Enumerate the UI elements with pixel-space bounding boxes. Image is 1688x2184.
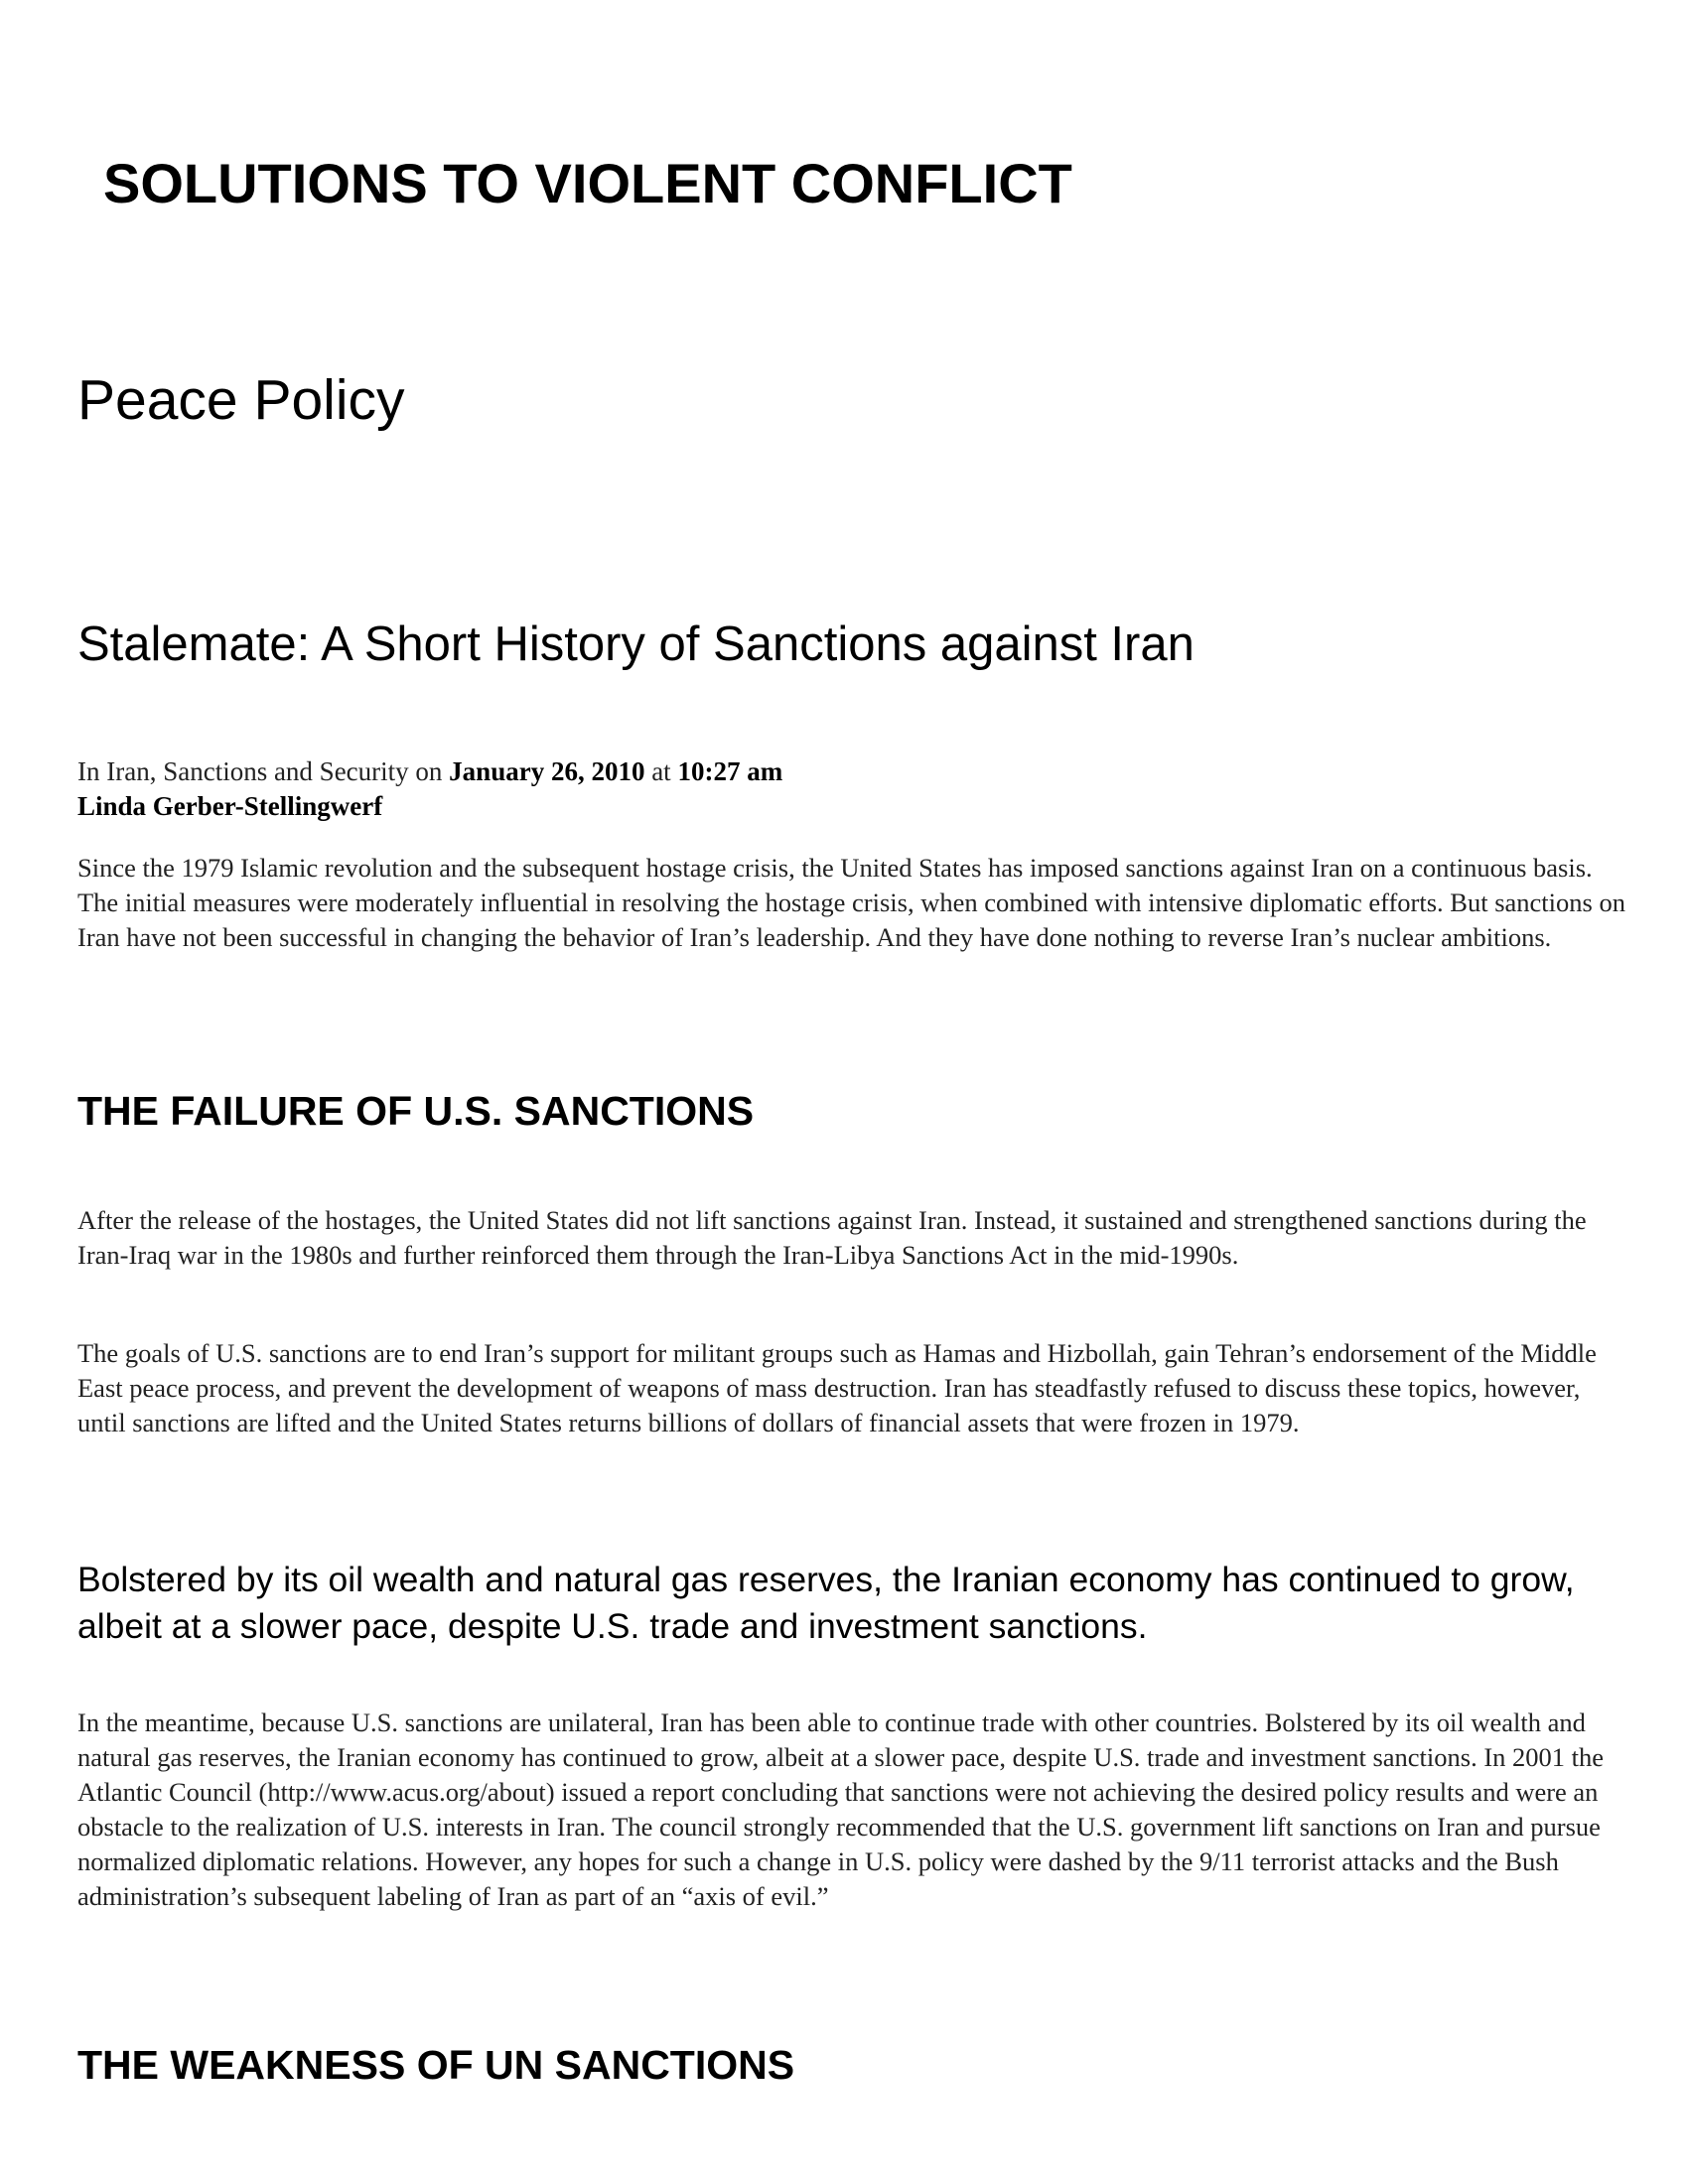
section-heading-us-sanctions: THE FAILURE OF U.S. SANCTIONS [77, 1088, 755, 1134]
paragraph-meantime: In the meantime, because U.S. sanctions are unilateral, Iran has been able to continue trade with other countries. Bolstered by its oil wealth and natural gas reserves, the Iranian economy has continued to grow, albeit at a slower pace, despite U.S. trade and investment sanctions. In 2001 the Atlantic Council (http://www.acus.org/about) issued a report concluding that sanctions were not achieving the desired policy results and were an obstacle to the realization of U.S. interests in Iran. The council strongly recommended that the U.S. government lift sanctions on Iran and pursue normalized diplomatic relations. However, any hopes for such a change in U.S. policy were dashed by the 9/11 terrorist attacks and the Bush administration’s subsequent labeling of Iran as part of an “axis of evil.” [77, 1707, 1605, 1911]
paragraph-after-hostages: After the release of the hostages, the United States did not lift sanctions against Iran. Instead, it sustained and strengthened sanctions during the Iran-Iraq war in the 1980s and further reinforced them through the Iran-Libya Sanctions Act in the mid-1990s. [77, 1205, 1587, 1270]
author-name: Linda Gerber-Stellingwerf [77, 791, 383, 821]
meta-prefix: In Iran, Sanctions and Security on [77, 756, 450, 786]
paragraph-goals: The goals of U.S. sanctions are to end Iran’s support for militant groups such as Hamas and Hizbollah, gain Tehran’s endorsement of the Middle East peace process, and prevent the development of weapons of mass destruction. Iran has steadfastly refused to discuss these topics, however, until sanctions are lifted and the United States returns billions of dollars of financial assets that were frozen in 1979. [77, 1338, 1597, 1437]
meta-at: at [644, 756, 678, 786]
pull-quote: Bolstered by its oil wealth and natural gas reserves, the Iranian economy has continued to grow, albeit at a slower pace, despite U.S. trade and investment sanctions. [77, 1560, 1575, 1646]
publish-time: 10:27 am [677, 756, 783, 786]
section-heading-un-sanctions: THE WEAKNESS OF UN SANCTIONS [77, 2042, 795, 2088]
publish-date: January 26, 2010 [449, 756, 645, 786]
intro-paragraph: Since the 1979 Islamic revolution and the subsequent hostage crisis, the United States has imposed sanctions against Iran on a continuous basis. The initial measures were moderately influential in resolving the hostage crisis, when combined with intensive diplomatic efforts. But sanctions on Iran have not been successful in changing the behavior of Iran’s leadership. And they have done nothing to reverse Iran’s nuclear ambitions. [77, 853, 1625, 952]
site-subtitle: Peace Policy [77, 368, 405, 432]
article-title: Stalemate: A Short History of Sanctions against Iran [77, 617, 1195, 671]
site-title: SOLUTIONS TO VIOLENT CONFLICT [103, 152, 1072, 214]
article-meta [77, 754, 782, 824]
